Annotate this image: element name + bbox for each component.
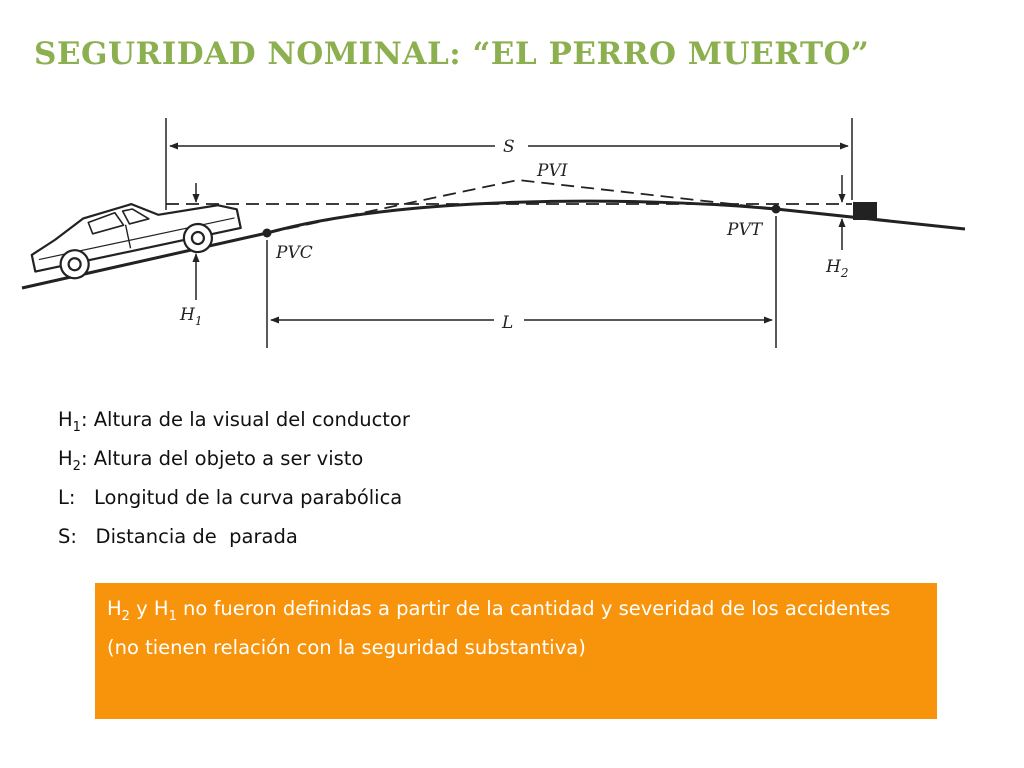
s-dimension — [166, 118, 852, 210]
tangent-lines — [267, 180, 776, 233]
sight-distance-diagram — [0, 0, 1024, 360]
pvt-point — [772, 205, 781, 214]
h2-label: $H_2$ — [826, 257, 849, 280]
l-label: L — [502, 313, 514, 333]
pvi-label: PVI — [537, 161, 568, 181]
pvc-label: PVC — [276, 243, 313, 263]
legend — [58, 404, 410, 560]
car-icon — [26, 183, 244, 286]
legend-item: L: Longitud de la curva parabólica — [58, 485, 403, 509]
pvt-label: PVT — [727, 220, 763, 240]
legend-item: $H_2$: Altura del objeto a ser visto — [58, 446, 364, 474]
legend-item: S: Distancia de parada — [58, 524, 298, 548]
h1-label: $H_1$ — [180, 305, 203, 328]
l-dimension — [267, 216, 776, 348]
road-object — [853, 202, 877, 220]
legend-item: $H_1$: Altura de la visual del conductor — [58, 408, 410, 435]
pvc-point — [263, 229, 272, 238]
page-title: SEGURIDAD NOMINAL: “EL PERRO MUERTO” — [34, 36, 870, 72]
s-label: S — [503, 137, 515, 157]
note-box: $H_2$ y $H_1$ no fueron definidas a partir de la cantidad y severidad de los accidentes (no tienen relación con la seguridad substantiva) — [95, 583, 937, 719]
